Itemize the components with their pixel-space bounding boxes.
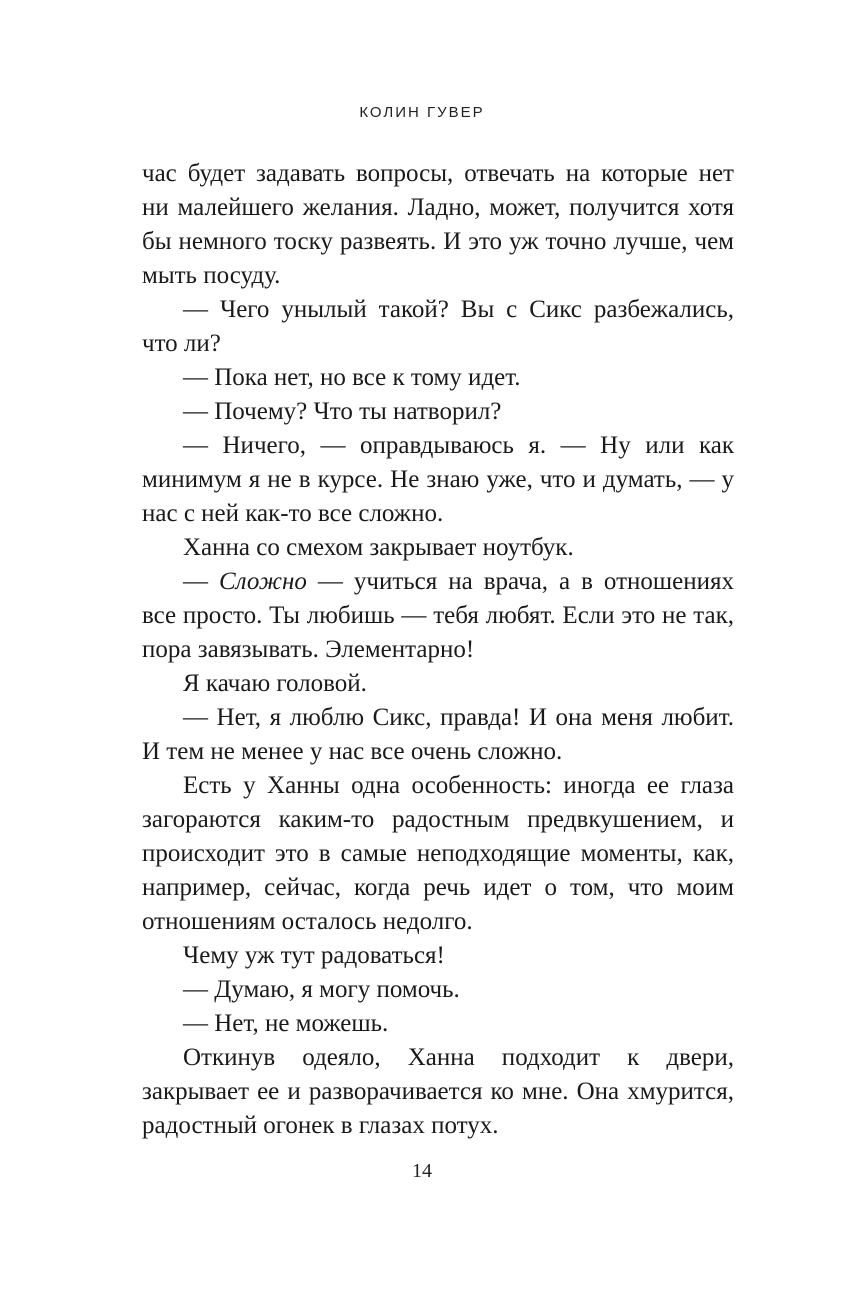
paragraph-1: час будет задавать вопросы, отвечать на которые нет ни малейшего желания. Ладно, может, получится хотя бы немного тоску развеять. И это уж точно лучше, чем мыть посуду. xyxy=(142,160,734,289)
body-text xyxy=(142,157,734,1143)
paragraph-10: Есть у Ханны одна особенность: иногда ее глаза загораются каким-то радостным предвкушением, и происходит это в самые неподходящие моменты, как, например, сейчас, когда речь идет о том, что моим отношениям осталось недолго. xyxy=(142,772,734,935)
page-number: 14 xyxy=(412,1160,432,1182)
paragraph-7-rest: — учиться на врача, а в отношениях все просто. Ты любишь — тебя любят. Если это не так, пора завязывать. Элементарно! xyxy=(142,568,734,663)
paragraph-11: Чему уж тут радоваться! xyxy=(183,942,445,969)
running-head: КОЛИН ГУВЕР xyxy=(359,104,485,121)
paragraph-4: — Почему? Что ты натворил? xyxy=(183,398,502,425)
paragraph-7-lead: — xyxy=(183,568,219,595)
paragraph-14: Откинув одеяло, Ханна подходит к двери, закрывает ее и разворачивается ко мне. Она хмурится, радостный огонек в глазах потух. xyxy=(142,1044,734,1139)
paragraph-13: — Нет, не можешь. xyxy=(183,1010,389,1037)
paragraph-3: — Пока нет, но все к тому идет. xyxy=(183,364,521,391)
paragraph-12: — Думаю, я могу помочь. xyxy=(183,976,460,1003)
paragraph-8: Я качаю головой. xyxy=(183,670,367,697)
paragraph-7 xyxy=(142,565,734,667)
emphasis-word: Сложно xyxy=(219,568,307,595)
paragraph-6: Ханна со смехом закрывает ноутбук. xyxy=(183,534,574,561)
paragraph-9: — Нет, я люблю Сикс, правда! И она меня любит. И тем не менее у нас все очень сложно. xyxy=(142,704,734,765)
paragraph-5: — Ничего, — оправдываюсь я. — Ну или как минимум я не в курсе. Не знаю уже, что и думать, — у нас с ней как-то все сложно. xyxy=(142,432,734,527)
paragraph-2: — Чего унылый такой? Вы с Сикс разбежались, что ли? xyxy=(142,296,734,357)
